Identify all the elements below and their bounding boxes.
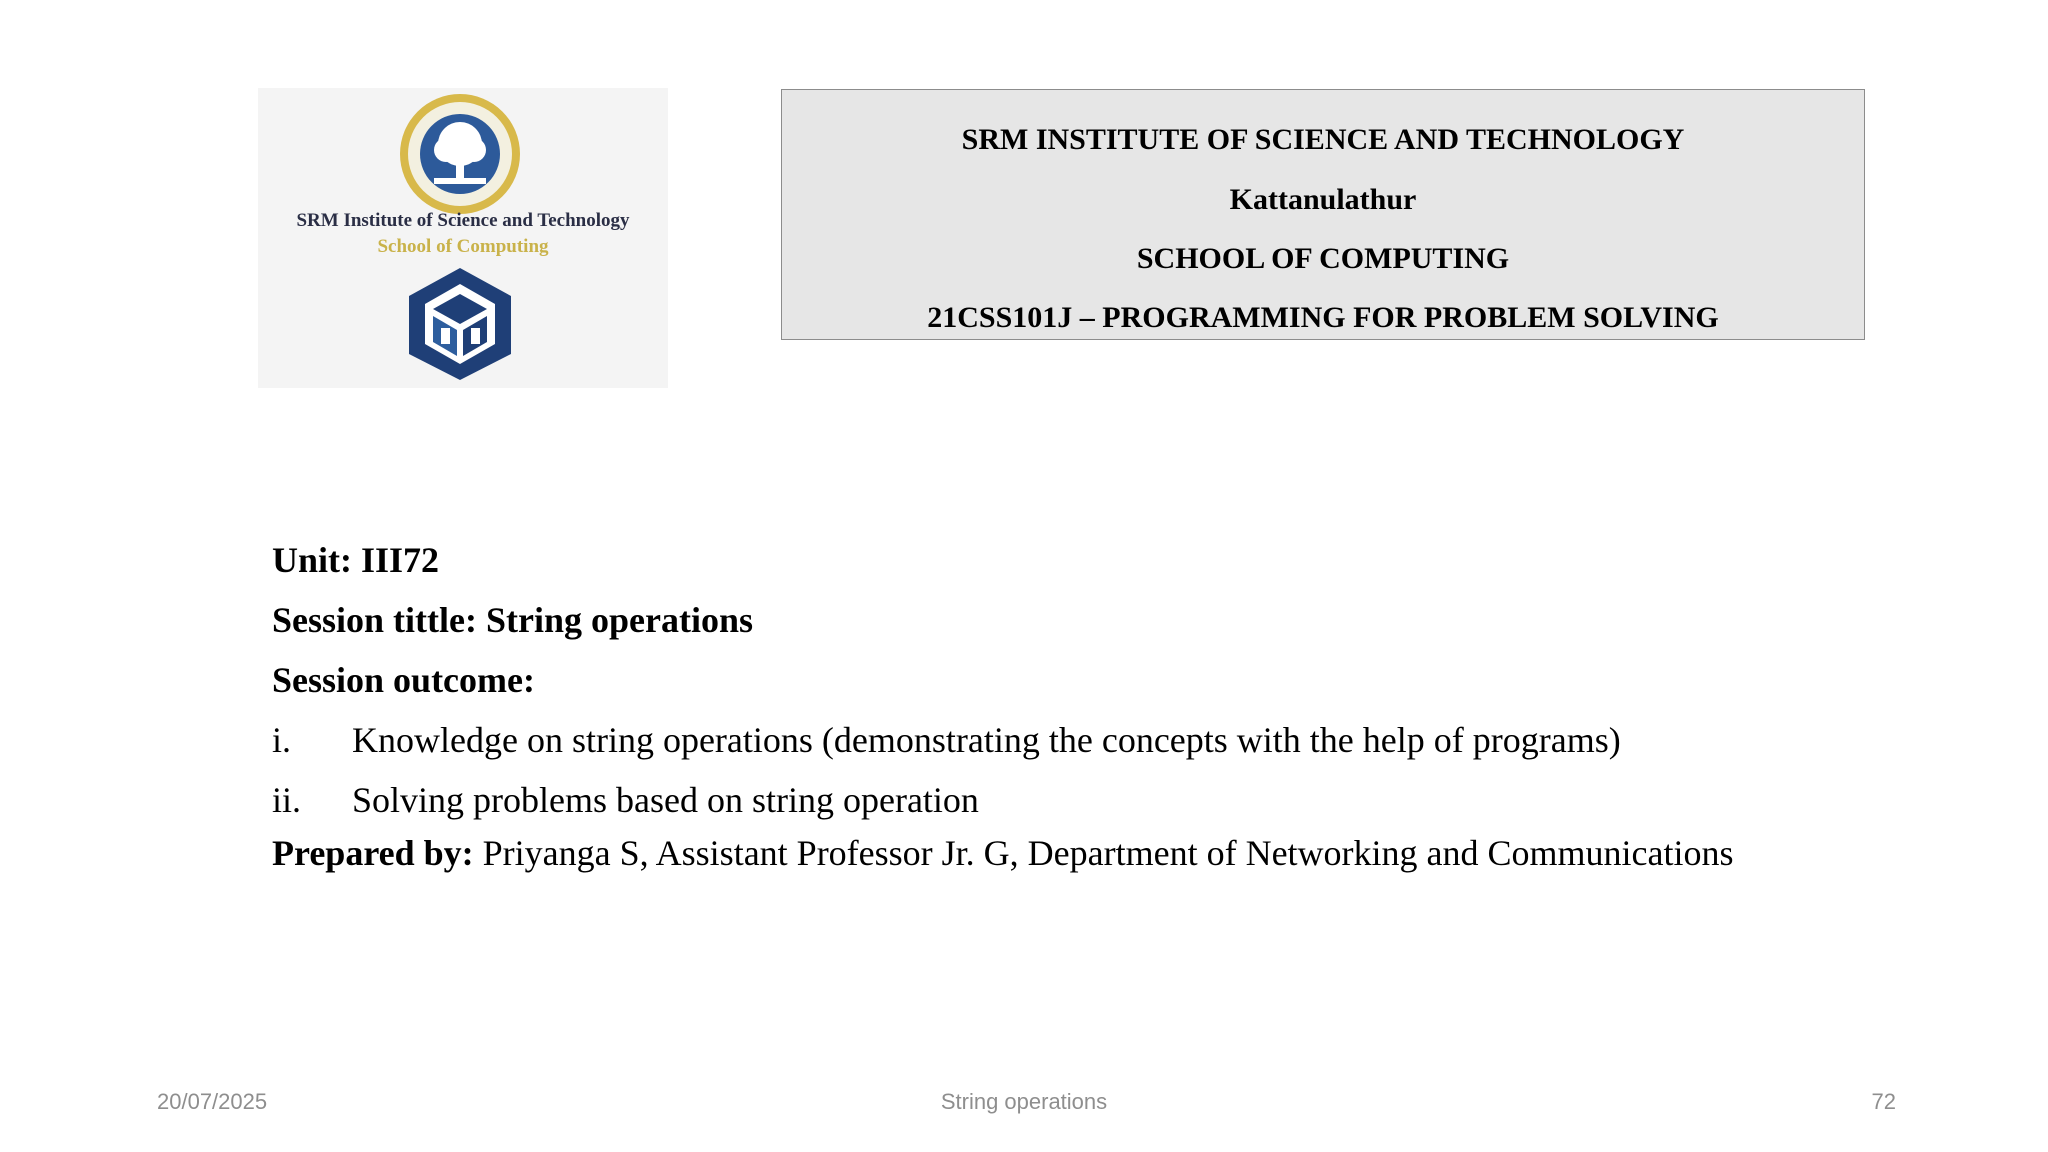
school-of-computing-cube-icon xyxy=(403,264,517,382)
logo-school-name: School of Computing xyxy=(377,236,549,257)
slide-content xyxy=(272,530,1780,875)
course-header-box xyxy=(781,89,1865,340)
prepared-by-label: Prepared by: xyxy=(272,833,474,873)
logo-institute-name: SRM Institute of Science and Technology xyxy=(296,210,630,231)
prepared-by-text: Priyanga S, Assistant Professor Jr. G, Department of Networking and Communications xyxy=(482,833,1734,873)
header-campus: Kattanulathur xyxy=(1229,183,1417,216)
outcome-number: ii. xyxy=(272,780,302,820)
outcome-list-item xyxy=(272,710,1780,770)
outcome-text: Solving problems based on string operation xyxy=(352,780,979,820)
header-course: 21CSS101J – PROGRAMMING FOR PROBLEM SOLVING xyxy=(927,301,1719,334)
footer-page-number: 72 xyxy=(1871,1089,1896,1114)
session-outcome-heading: Session outcome: xyxy=(272,660,535,700)
header-school: SCHOOL OF COMPUTING xyxy=(1136,242,1510,275)
outcome-list-item xyxy=(272,770,1780,830)
institute-logo xyxy=(258,88,668,388)
header-institute-name: SRM INSTITUTE OF SCIENCE AND TECHNOLOGY xyxy=(961,123,1685,156)
outcome-text: Knowledge on string operations (demonstrating the concepts with the help of programs) xyxy=(352,720,1621,760)
prepared-by xyxy=(272,832,1780,875)
footer-title: String operations xyxy=(940,1089,1108,1114)
outcome-number: i. xyxy=(272,720,292,760)
srm-seal-icon xyxy=(398,92,522,216)
unit-label: Unit: III72 xyxy=(272,540,440,580)
session-title: Session tittle: String operations xyxy=(272,600,753,640)
footer-date: 20/07/2025 xyxy=(157,1089,268,1114)
